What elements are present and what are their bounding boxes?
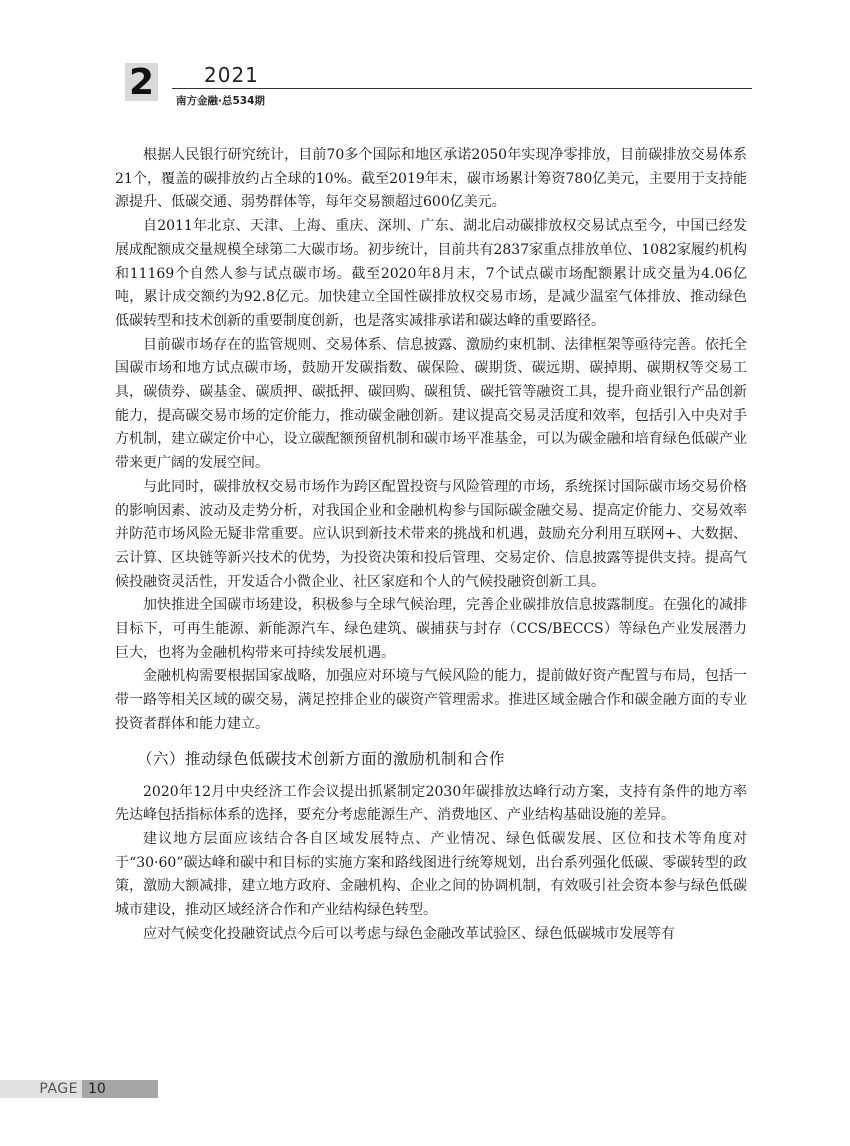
page-footer (0, 1080, 158, 1098)
article-body (115, 144, 747, 947)
body-paragraph: 目前碳市场存在的监管规则、交易体系、信息披露、激励约束机制、法律框架等亟待完善。依托全国碳市场和地方试点碳市场，鼓励开发碳指数、碳保险、碳期货、碳远期、碳掉期、碳期权等交易工具，碳债券、碳基金、碳质押、碳抵押、碳回购、碳租赁、碳托管等融资工具，提升商业银行产品创新能力，提高碳交易市场的定价能力，推动碳金融创新。建议提高交易灵活度和效率，包括引入中央对手方机制，建立碳定价中心，设立碳配额预留机制和碳市场平准基金，可以为碳金融和培育绿色低碳产业带来更广阔的发展空间。 (115, 336, 747, 472)
body-paragraph: 加快推进全国碳市场建设，积极参与全球气候治理，完善企业碳排放信息披露制度。在强化的减排目标下，可再生能源、新能源汽车、绿色建筑、碳捕获与封存（CCS/BECCS）等绿色产业发展潜力巨大，也将为金融机构带来可持续发展机遇。 (115, 597, 747, 661)
issue-number-box (125, 63, 158, 101)
body-paragraph: 应对气候变化投融资试点今后可以考虑与绿色金融改革试验区、绿色低碳城市发展等有 (143, 925, 675, 942)
body-paragraph: 与此同时，碳排放权交易市场作为跨区配置投资与风险管理的市场，系统探讨国际碳市场交易价格的影响因素、波动及走势分析，对我国企业和金融机构参与国际碳金融交易、提高定价能力、交易效率并防范市场风险无疑非常重要。应认识到新技术带来的挑战和机遇，鼓励充分利用互联网+、大数据、云计算、区块链等新兴技术的优势，为投资决策和投后管理、交易定价、信息披露等提供支持。提高气候投融资灵活性，开发适合小微企业、社区家庭和个人的气候投融资创新工具。 (115, 478, 747, 590)
page-number: 10 (88, 1081, 106, 1097)
header-divider (172, 88, 752, 89)
body-paragraph: 根据人民银行研究统计，目前70多个国际和地区承诺2050年实现净零排放，目前碳排放交易体系21个，覆盖的碳排放约占全球的10%。截至2019年末，碳市场累计筹资780亿美元，主要用于支持能源提升、低碳交通、弱势群体等，每年交易额超过600亿美元。 (115, 147, 747, 211)
header-year: 2021 (204, 63, 259, 87)
page-number-band (82, 1080, 158, 1098)
body-paragraph: 2020年12月中央经济工作会议提出抓紧制定2030年碳排放达峰行动方案，支持有条件的地方率先达峰包括指标体系的选择，要充分考虑能源生产、消费地区、产业结构基础设施的差异。 (115, 783, 747, 824)
page-label-band (0, 1080, 82, 1098)
journal-title: 南方金融·总534期 (176, 95, 265, 107)
page-label: PAGE (39, 1081, 78, 1097)
section-heading: （六）推动绿色低碳技术创新方面的激励机制和合作 (137, 749, 506, 768)
body-paragraph: 建议地方层面应该结合各自区域发展特点、产业情况、绿色低碳发展、区位和技术等角度对于“30·60”碳达峰和碳中和目标的实施方案和路线图进行统筹规划，出台系列强化低碳、零碳转型的政策，激励大额减排，建立地方政府、金融机构、企业之间的协调机制，有效吸引社会资本参与绿色低碳城市建设，推动区域经济合作和产业结构绿色转型。 (115, 830, 747, 919)
body-paragraph: 金融机构需要根据国家战略，加强应对环境与气候风险的能力，提前做好资产配置与布局，包括一带一路等相关区域的碳交易，满足控排企业的碳资产管理需求。推进区域金融合作和碳金融方面的专业投资者群体和能力建立。 (115, 668, 747, 732)
issue-number: 2 (128, 62, 155, 103)
body-paragraph: 自2011年北京、天津、上海、重庆、深圳、广东、湖北启动碳排放权交易试点至今，中国已经发展成配额成交量规模全球第二大碳市场。初步统计，目前共有2837家重点排放单位、1082家履约机构和11169个自然人参与试点碳市场。截至2020年8月末，7个试点碳市场配额累计成交量为4.06亿吨，累计成交额约为92.8亿元。加快建立全国性碳排放权交易市场，是减少温室气体排放、推动绿色低碳转型和技术创新的重要制度创新，也是落实减排承诺和碳达峰的重要路径。 (115, 218, 747, 329)
